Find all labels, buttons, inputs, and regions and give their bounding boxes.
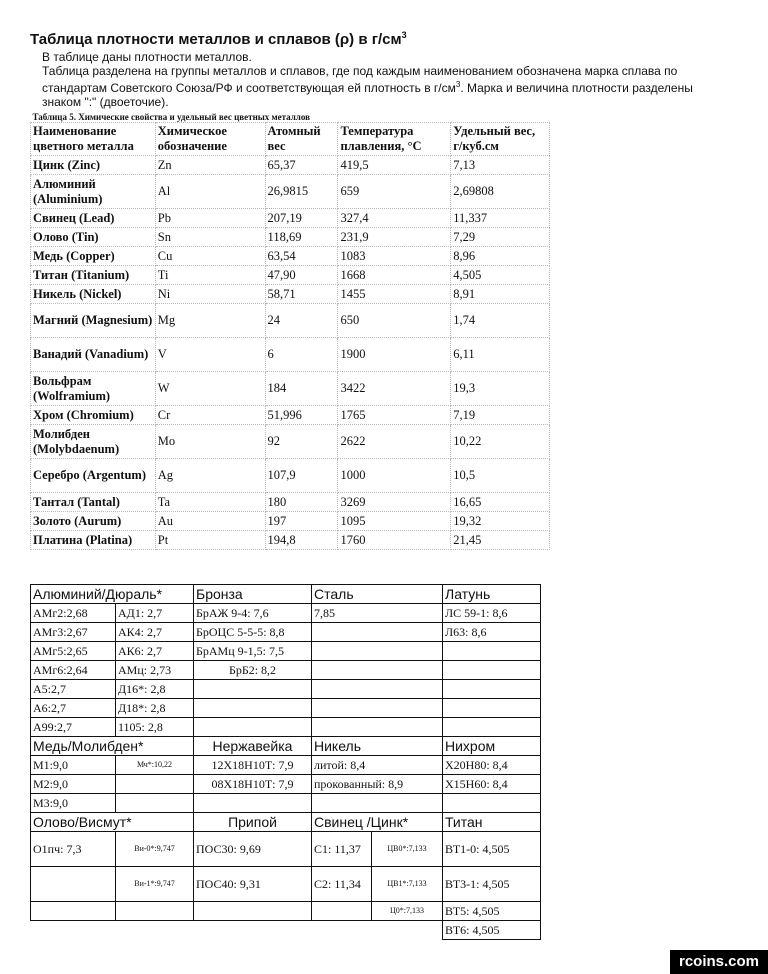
melting-point: 1455	[338, 285, 451, 304]
melting-point: 659	[338, 175, 451, 209]
metal-name: Хром (Chromium)	[31, 406, 156, 425]
atomic-weight: 92	[265, 425, 338, 459]
group-brass-header: Латунь	[443, 585, 541, 604]
group-titanium-header: Титан	[443, 813, 541, 832]
alloy-cell: ВТ5: 4,505	[443, 902, 541, 921]
table-row	[31, 156, 550, 175]
atomic-weight: 63,54	[265, 247, 338, 266]
density: 8,96	[451, 247, 550, 266]
melting-point: 1765	[338, 406, 451, 425]
alloy-cell: Ви-1*:9,747	[116, 867, 194, 902]
metal-symbol: Mg	[155, 304, 265, 338]
table-row	[31, 425, 550, 459]
alloy-cell	[443, 794, 541, 813]
melting-point: 2622	[338, 425, 451, 459]
alloy-cell	[31, 867, 116, 902]
alloy-cell	[116, 921, 194, 940]
density: 19,32	[451, 512, 550, 531]
melting-point: 1900	[338, 338, 451, 372]
metal-symbol: Sn	[155, 228, 265, 247]
alloy-cell: 1105: 2,8	[116, 718, 194, 737]
alloy-cell: Ц0*:7,133	[372, 902, 443, 921]
metal-symbol: Zn	[155, 156, 265, 175]
section-header-row	[31, 737, 541, 756]
alloy-row	[31, 775, 541, 794]
density: 1,74	[451, 304, 550, 338]
metal-symbol: Ti	[155, 266, 265, 285]
alloy-cell	[312, 623, 443, 642]
alloy-cell	[31, 902, 116, 921]
alloy-row	[31, 756, 541, 775]
table-row	[31, 247, 550, 266]
alloy-cell: ВТ3-1: 4,505	[443, 867, 541, 902]
atomic-weight: 24	[265, 304, 338, 338]
alloy-cell	[194, 718, 312, 737]
atomic-weight: 180	[265, 493, 338, 512]
alloy-cell: ЦВ0*:7,133	[372, 832, 443, 867]
alloy-cell	[312, 902, 372, 921]
atomic-weight: 65,37	[265, 156, 338, 175]
metal-name: Платина (Platina)	[31, 531, 156, 550]
group-nichrome-header: Нихром	[443, 737, 541, 756]
alloy-cell: ВТ6: 4,505	[443, 921, 541, 940]
alloy-cell	[372, 921, 443, 940]
alloy-cell: Д16*: 2,8	[116, 680, 194, 699]
density: 7,19	[451, 406, 550, 425]
alloy-cell	[312, 921, 372, 940]
density: 6,11	[451, 338, 550, 372]
group-solder-header: Припой	[194, 813, 312, 832]
alloy-cell: ВТ1-0: 4,505	[443, 832, 541, 867]
intro-line-1: В таблице даны плотности металлов.	[42, 50, 252, 64]
alloy-cell: А5:2,7	[31, 680, 116, 699]
alloy-cell: А6:2,7	[31, 699, 116, 718]
alloy-cell: Л63: 8,6	[443, 623, 541, 642]
metal-symbol: Ni	[155, 285, 265, 304]
alloy-cell: АК6: 2,7	[116, 642, 194, 661]
melting-point: 1083	[338, 247, 451, 266]
metal-symbol: Pb	[155, 209, 265, 228]
alloy-cell: 12Х18Н10Т: 7,9	[194, 756, 312, 775]
alloys-density-table	[30, 584, 541, 940]
alloy-cell: ПОС40: 9,31	[194, 867, 312, 902]
atomic-weight: 107,9	[265, 459, 338, 493]
atomic-weight: 194,8	[265, 531, 338, 550]
metal-name: Магний (Magnesium)	[31, 304, 156, 338]
alloy-cell	[312, 794, 443, 813]
alloy-cell	[31, 921, 116, 940]
group-steel-header: Сталь	[312, 585, 443, 604]
melting-point: 650	[338, 304, 451, 338]
alloy-cell	[194, 902, 312, 921]
alloy-cell: М2:9,0	[31, 775, 116, 794]
table-row	[31, 459, 550, 493]
alloy-cell: литой: 8,4	[312, 756, 443, 775]
site-watermark-logo: rcoins.com	[670, 950, 768, 974]
col-header-density: Удельный вес, г/куб.см	[451, 123, 550, 156]
density: 19,3	[451, 372, 550, 406]
table-row	[31, 531, 550, 550]
alloy-cell	[194, 794, 312, 813]
alloy-cell: Х20Н80: 8,4	[443, 756, 541, 775]
melting-point: 231,9	[338, 228, 451, 247]
alloy-cell: М3:9,0	[31, 794, 116, 813]
alloy-cell	[443, 661, 541, 680]
alloy-cell	[312, 680, 443, 699]
alloy-cell: О1пч: 7,3	[31, 832, 116, 867]
metal-name: Цинк (Zinc)	[31, 156, 156, 175]
section-header-row	[31, 813, 541, 832]
atomic-weight: 6	[265, 338, 338, 372]
alloy-cell: 7,85	[312, 604, 443, 623]
density: 21,45	[451, 531, 550, 550]
alloy-cell: 08Х18Н10Т: 7,9	[194, 775, 312, 794]
alloy-row	[31, 718, 541, 737]
melting-point: 1000	[338, 459, 451, 493]
group-aluminium-header: Алюминий/Дюраль*	[31, 585, 194, 604]
metal-name: Молибден (Molybdaenum)	[31, 425, 156, 459]
alloy-cell	[116, 775, 194, 794]
metal-symbol: Cr	[155, 406, 265, 425]
alloy-cell: ЦВ1*:7,133	[372, 867, 443, 902]
alloy-cell: М1:9,0	[31, 756, 116, 775]
metal-name: Тантал (Tantal)	[31, 493, 156, 512]
alloy-row	[31, 921, 541, 940]
atomic-weight: 58,71	[265, 285, 338, 304]
metal-name: Никель (Nickel)	[31, 285, 156, 304]
density: 11,337	[451, 209, 550, 228]
alloy-row	[31, 661, 541, 680]
alloy-cell: АМг6:2,64	[31, 661, 116, 680]
density: 16,65	[451, 493, 550, 512]
alloy-cell: БрАМц 9-1,5: 7,5	[194, 642, 312, 661]
metal-name: Ванадий (Vanadium)	[31, 338, 156, 372]
metal-symbol: Pt	[155, 531, 265, 550]
alloy-cell: С2: 11,34	[312, 867, 372, 902]
metals-properties-table	[30, 112, 550, 550]
alloy-cell	[116, 902, 194, 921]
alloy-cell: Х15Н60: 8,4	[443, 775, 541, 794]
alloy-cell: С1: 11,37	[312, 832, 372, 867]
alloy-cell: ЛС 59-1: 8,6	[443, 604, 541, 623]
section-header-row	[31, 585, 541, 604]
metal-symbol: Al	[155, 175, 265, 209]
group-lead-header: Свинец /Цинк*	[312, 813, 443, 832]
alloy-row	[31, 604, 541, 623]
alloy-cell: АК4: 2,7	[116, 623, 194, 642]
density: 2,69808	[451, 175, 550, 209]
alloy-row	[31, 623, 541, 642]
alloy-cell	[194, 699, 312, 718]
metal-symbol: Ag	[155, 459, 265, 493]
alloy-cell	[443, 642, 541, 661]
alloy-cell	[116, 794, 194, 813]
alloy-cell: Мч*:10,22	[116, 756, 194, 775]
atomic-weight: 184	[265, 372, 338, 406]
metal-symbol: Au	[155, 512, 265, 531]
col-header-atomic-weight: Атомный вес	[265, 123, 338, 156]
document-title: Таблица плотности металлов и сплавов (ρ) в $г/см^3$	[30, 30, 407, 48]
alloy-cell: АД1: 2,7	[116, 604, 194, 623]
table-row	[31, 285, 550, 304]
atomic-weight: 51,996	[265, 406, 338, 425]
alloy-row	[31, 642, 541, 661]
col-header-symbol: Химическое обозначение	[155, 123, 265, 156]
alloy-row	[31, 794, 541, 813]
metal-name: Титан (Titanium)	[31, 266, 156, 285]
table-row	[31, 304, 550, 338]
density: 4,505	[451, 266, 550, 285]
alloy-cell: Д18*: 2,8	[116, 699, 194, 718]
table-row	[31, 338, 550, 372]
alloy-row	[31, 867, 541, 902]
alloy-cell: ПОС30: 9,69	[194, 832, 312, 867]
alloy-cell: АМг5:2,65	[31, 642, 116, 661]
metal-name: Свинец (Lead)	[31, 209, 156, 228]
table-row	[31, 266, 550, 285]
alloy-cell	[312, 642, 443, 661]
group-tin-header: Олово/Висмут*	[31, 813, 194, 832]
melting-point: 1760	[338, 531, 451, 550]
group-stainless-header: Нержавейка	[194, 737, 312, 756]
alloy-cell	[443, 699, 541, 718]
metal-symbol: Ta	[155, 493, 265, 512]
alloy-cell: АМг2:2,68	[31, 604, 116, 623]
metal-name: Медь (Copper)	[31, 247, 156, 266]
density: 10,22	[451, 425, 550, 459]
table-row	[31, 209, 550, 228]
melting-point: 3269	[338, 493, 451, 512]
alloy-cell: БрАЖ 9-4: 7,6	[194, 604, 312, 623]
alloy-cell: АМг3:2,67	[31, 623, 116, 642]
metal-symbol: Cu	[155, 247, 265, 266]
atomic-weight: 207,19	[265, 209, 338, 228]
atomic-weight: 26,9815	[265, 175, 338, 209]
alloy-row	[31, 680, 541, 699]
alloy-cell	[194, 921, 312, 940]
alloy-cell: А99:2,7	[31, 718, 116, 737]
col-header-name: Наименование цветного металла	[31, 123, 156, 156]
table-row	[31, 493, 550, 512]
alloy-row	[31, 699, 541, 718]
density: 7,29	[451, 228, 550, 247]
melting-point: 419,5	[338, 156, 451, 175]
alloy-cell: Ви-0*:9,747	[116, 832, 194, 867]
intro-line-2: Таблица разделена на группы металлов и сплавов, где под каждым наименованием обозначена марка сплава по стандартам Советского Союза/РФ и соответствующая ей плотность в $г/см^3$. Марка и величина плотности разделены знаком ":" (двоеточие).	[42, 64, 693, 109]
alloy-cell: БрОЦС 5-5-5: 8,8	[194, 623, 312, 642]
group-nickel-header: Никель	[312, 737, 443, 756]
metal-symbol: V	[155, 338, 265, 372]
metal-name: Олово (Tin)	[31, 228, 156, 247]
alloy-row	[31, 832, 541, 867]
alloy-cell: прокованный: 8,9	[312, 775, 443, 794]
atomic-weight: 197	[265, 512, 338, 531]
table-row	[31, 372, 550, 406]
atomic-weight: 118,69	[265, 228, 338, 247]
metal-symbol: W	[155, 372, 265, 406]
document-header	[30, 30, 730, 109]
melting-point: 3422	[338, 372, 451, 406]
density: 7,13	[451, 156, 550, 175]
alloy-cell: АМц: 2,73	[116, 661, 194, 680]
table-caption: Таблица 5. Химические свойства и удельный вес цветных металлов	[32, 112, 310, 122]
metal-name: Золото (Aurum)	[31, 512, 156, 531]
alloy-cell: БрБ2: 8,2	[194, 661, 312, 680]
alloy-cell	[312, 661, 443, 680]
group-copper-header: Медь/Молибден*	[31, 737, 194, 756]
table-row	[31, 406, 550, 425]
alloy-row	[31, 902, 541, 921]
table-row	[31, 175, 550, 209]
group-bronze-header: Бронза	[194, 585, 312, 604]
table-row	[31, 228, 550, 247]
melting-point: 1095	[338, 512, 451, 531]
metal-name: Серебро (Argentum)	[31, 459, 156, 493]
metal-symbol: Mo	[155, 425, 265, 459]
alloy-cell	[312, 699, 443, 718]
col-header-melting-point: Температура плавления, °С	[338, 123, 451, 156]
alloy-cell	[194, 680, 312, 699]
table-row	[31, 512, 550, 531]
alloy-cell	[312, 718, 443, 737]
density: 8,91	[451, 285, 550, 304]
metal-name: Вольфрам (Wolframium)	[31, 372, 156, 406]
density: 10,5	[451, 459, 550, 493]
atomic-weight: 47,90	[265, 266, 338, 285]
metal-name: Алюминий (Aluminium)	[31, 175, 156, 209]
table-header-row	[31, 123, 550, 156]
melting-point: 327,4	[338, 209, 451, 228]
alloy-cell	[443, 718, 541, 737]
alloy-cell	[443, 680, 541, 699]
melting-point: 1668	[338, 266, 451, 285]
